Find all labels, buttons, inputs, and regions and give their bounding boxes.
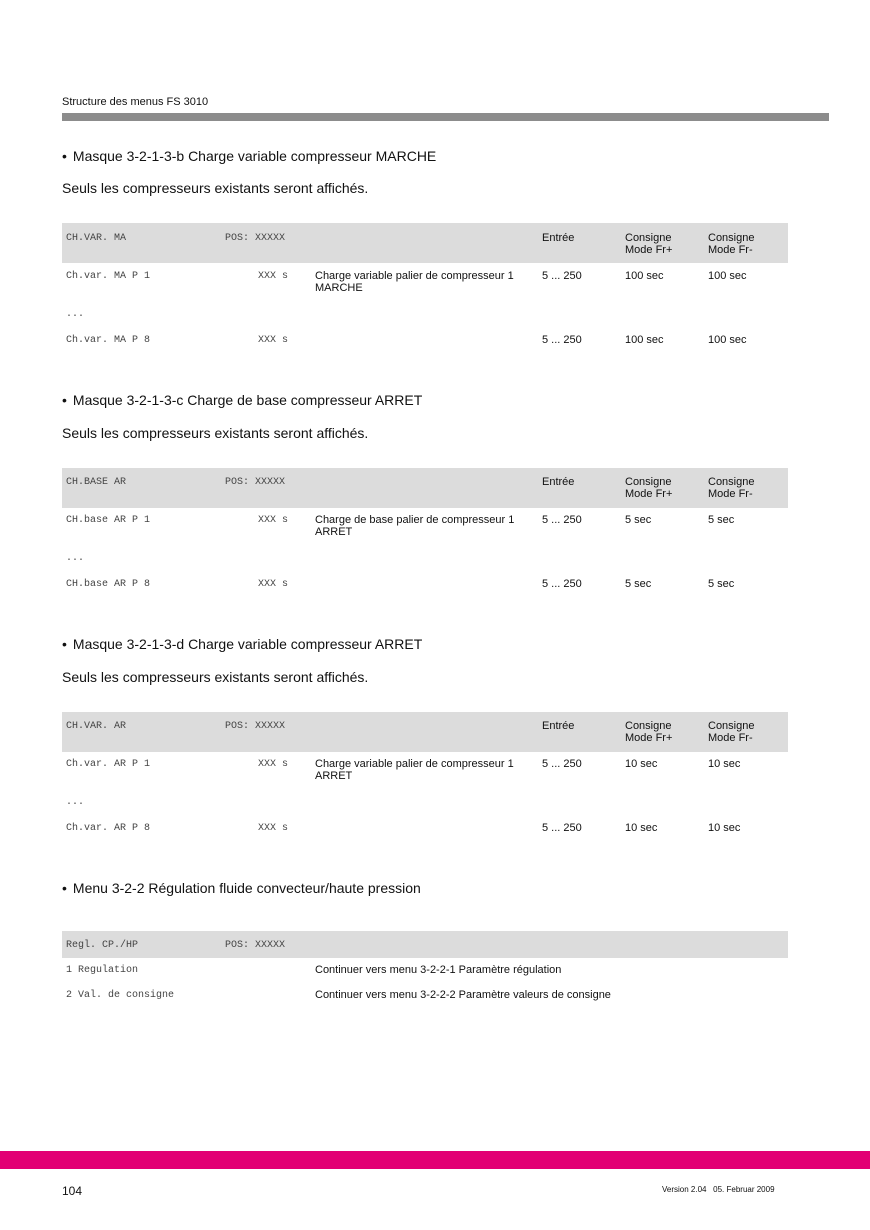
table-row-pos: XXX s: [258, 579, 289, 590]
table-row-label: CH.base AR P 1: [66, 515, 151, 526]
header-cell-menu: CH.BASE AR: [66, 477, 127, 488]
section-note: Seuls les compresseurs existants seront affichés.: [62, 669, 369, 685]
table-row-consigne-plus: 5 sec: [625, 514, 652, 526]
table-row-consigne-minus: 100 sec: [708, 334, 747, 346]
header-cell-pos: POS: XXXXX: [225, 940, 286, 951]
table-row-pos: XXX s: [258, 759, 289, 770]
table-row-pos: XXX s: [258, 271, 289, 282]
table-header-row: [62, 223, 788, 263]
table-row-range: 5 ... 250: [542, 822, 582, 834]
table-row-consigne-minus: 5 sec: [708, 578, 735, 590]
table-row-pos: XXX s: [258, 823, 289, 834]
menu-item-consigne: 2 Val. de consigne: [66, 990, 175, 1001]
page-number: 104: [62, 1184, 83, 1198]
header-cell-consigne-minus: Consigne Mode Fr-: [708, 476, 755, 500]
header-cell-pos: POS: XXXXX: [225, 721, 286, 732]
table-header-row: [62, 931, 788, 958]
table-row-description: Charge de base palier de compresseur 1 ARRET: [315, 514, 515, 538]
table-row-range: 5 ... 250: [542, 758, 582, 770]
header-cell-pos: POS: XXXXX: [225, 233, 286, 244]
section-heading: • Masque 3-2-1-3-b Charge variable compresseur MARCHE: [62, 148, 437, 164]
table-row-range: 5 ... 250: [542, 270, 582, 282]
table-row-ellipsis: ...: [66, 309, 85, 320]
table-row-consigne-plus: 100 sec: [625, 270, 664, 282]
menu-item-description: Continuer vers menu 3-2-2-1 Paramètre régulation: [315, 964, 562, 976]
menu-item-regulation: 1 Regulation: [66, 965, 139, 976]
table-row-range: 5 ... 250: [542, 334, 582, 346]
header-rule: [62, 113, 829, 121]
section-heading: • Masque 3-2-1-3-d Charge variable compresseur ARRET: [62, 636, 423, 652]
table-row-ellipsis: ...: [66, 797, 85, 808]
table-row-range: 5 ... 250: [542, 514, 582, 526]
section-heading: • Masque 3-2-1-3-c Charge de base compresseur ARRET: [62, 392, 423, 408]
header-cell-menu: Regl. CP./HP: [66, 940, 139, 951]
section-heading: • Menu 3-2-2 Régulation fluide convecteur/haute pression: [62, 880, 421, 896]
table-row-label: Ch.var. MA P 1: [66, 271, 151, 282]
header-cell-entree: Entrée: [542, 720, 575, 732]
table-row-ellipsis: ...: [66, 553, 85, 564]
header-cell-entree: Entrée: [542, 476, 575, 488]
table-header-row: [62, 712, 788, 752]
table-row-consigne-minus: 5 sec: [708, 514, 735, 526]
header-cell-entree: Entrée: [542, 232, 575, 244]
header-cell-consigne-plus: Consigne Mode Fr+: [625, 476, 673, 500]
table-row-description: Charge variable palier de compresseur 1 MARCHE: [315, 270, 514, 294]
header-cell-menu: CH.VAR. MA: [66, 233, 127, 244]
header-cell-consigne-minus: Consigne Mode Fr-: [708, 720, 755, 744]
running-header: Structure des menus FS 3010: [62, 96, 209, 108]
section-note: Seuls les compresseurs existants seront affichés.: [62, 425, 369, 441]
table-row-label: Ch.var. MA P 8: [66, 335, 151, 346]
table-row-consigne-minus: 100 sec: [708, 270, 747, 282]
header-cell-consigne-plus: Consigne Mode Fr+: [625, 232, 673, 256]
table-row-pos: XXX s: [258, 335, 289, 346]
header-cell-menu: CH.VAR. AR: [66, 721, 127, 732]
table-row-label: CH.base AR P 8: [66, 579, 151, 590]
table-row-label: Ch.var. AR P 1: [66, 759, 151, 770]
table-row-consigne-minus: 10 sec: [708, 822, 741, 834]
footer-accent-bar: [0, 1151, 870, 1169]
table-row-label: Ch.var. AR P 8: [66, 823, 151, 834]
table-row-consigne-plus: 100 sec: [625, 334, 664, 346]
table-row-consigne-plus: 5 sec: [625, 578, 652, 590]
table-header-row: [62, 468, 788, 508]
section-note: Seuls les compresseurs existants seront affichés.: [62, 180, 369, 196]
table-row-range: 5 ... 250: [542, 578, 582, 590]
table-row-consigne-minus: 10 sec: [708, 758, 741, 770]
header-cell-pos: POS: XXXXX: [225, 477, 286, 488]
header-cell-consigne-minus: Consigne Mode Fr-: [708, 232, 755, 256]
menu-item-description: Continuer vers menu 3-2-2-2 Paramètre valeurs de consigne: [315, 989, 611, 1001]
table-row-pos: XXX s: [258, 515, 289, 526]
header-cell-consigne-plus: Consigne Mode Fr+: [625, 720, 673, 744]
table-row-consigne-plus: 10 sec: [625, 822, 658, 834]
version-info: Version 2.04 05. Februar 2009: [662, 1185, 775, 1194]
table-row-description: Charge variable palier de compresseur 1 ARRET: [315, 758, 514, 782]
table-row-consigne-plus: 10 sec: [625, 758, 658, 770]
